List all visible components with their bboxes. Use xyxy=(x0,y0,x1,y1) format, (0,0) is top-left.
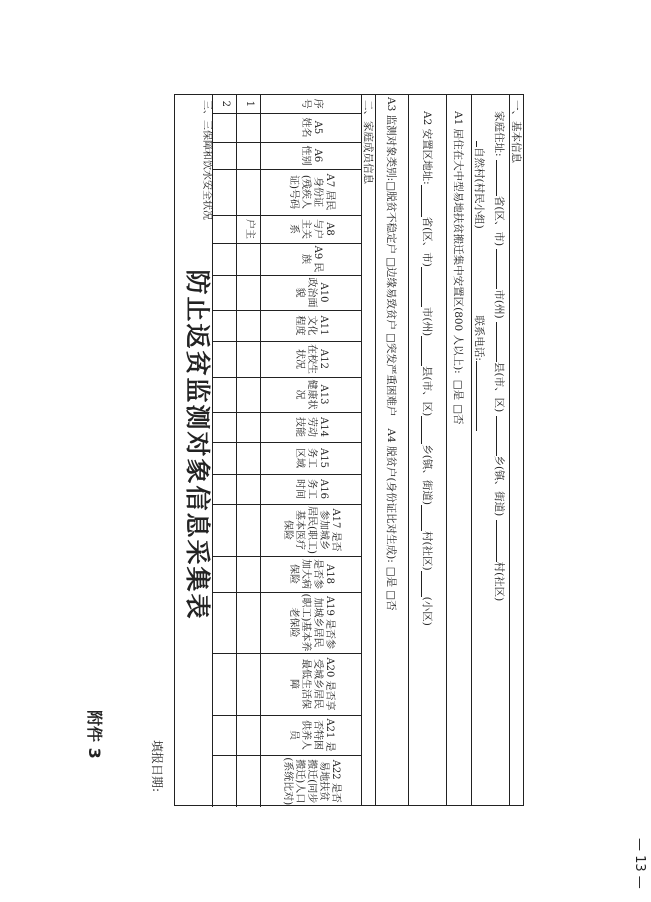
row-relation[interactable] xyxy=(213,215,237,243)
a2-district: (小区) xyxy=(421,596,433,626)
a2-row xyxy=(408,95,446,805)
page-number: — 13 — xyxy=(632,838,647,889)
home-county: 县(市、区) xyxy=(493,361,506,413)
home-label: 家庭住址: xyxy=(493,111,506,157)
a1-yes-checkbox[interactable]: □是 xyxy=(452,379,465,401)
header-a22: A22 是否易地扶贫搬迁(同步搬迁)人口(系统比对) xyxy=(261,755,361,807)
home-phone-label: 联系电话: xyxy=(473,315,486,361)
header-a14: A14 劳动技能 xyxy=(261,412,361,442)
header-a6: A6 性别 xyxy=(261,142,361,169)
collection-form xyxy=(174,94,524,806)
table-row xyxy=(213,95,237,807)
home-address-row xyxy=(471,95,509,805)
a1-label: A1 居住在大中型易地扶贫搬迁集中安置区(800 人以上): xyxy=(452,111,465,374)
a4-label: A4 脱贫户(身份证比对生成): xyxy=(385,428,398,563)
header-a17: A17 是否参加城乡居民(职工)基本医疗保险 xyxy=(261,504,361,556)
form-title: 防止返贫监测对象信息采集表 xyxy=(183,269,212,621)
header-no: 序号 xyxy=(261,95,361,113)
home-village: 村(社区) xyxy=(493,561,506,602)
a2-city: 市(州) xyxy=(421,306,433,337)
header-a15: A15 务工区域 xyxy=(261,442,361,474)
header-a20: A20 是否享受城乡居民最低生活保障 xyxy=(261,653,361,715)
header-a16: A16 务工时间 xyxy=(261,474,361,504)
header-a9: A9 民族 xyxy=(261,243,361,275)
a1-no-checkbox[interactable]: □否 xyxy=(452,404,465,425)
header-a10: A10 政治面貌 xyxy=(261,275,361,310)
header-a11: A11 文化程度 xyxy=(261,310,361,341)
a4-yes-checkbox[interactable]: □是 xyxy=(385,566,398,588)
header-a13: A13 健康状况 xyxy=(261,377,361,412)
header-a18: A18 是否参加大病保险 xyxy=(261,556,361,592)
section3-title: 三、三保障和饮水安全状况 xyxy=(175,95,213,807)
a3-option-unstable[interactable]: □脱贫不稳定户 xyxy=(385,181,398,255)
home-group: 自然村(村民小组) xyxy=(473,147,486,229)
a2-province: 省(区、市) xyxy=(421,216,433,267)
a1-row xyxy=(446,95,471,805)
annex-label: 附件 3 xyxy=(85,710,104,759)
a3-label: A3 监测对象类别: xyxy=(385,97,398,182)
home-province: 省(区、市) xyxy=(493,195,506,247)
a2-label: A2 安置区地址: xyxy=(421,111,433,185)
family-members-table xyxy=(175,95,361,807)
section1-title-row xyxy=(509,95,523,805)
a2-county: 县(市、区) xyxy=(421,366,433,417)
header-a12: A12 在校生状况 xyxy=(261,341,361,377)
header-a19: A19 是否参加城乡居民(职工)基本养老保险 xyxy=(261,592,361,653)
a4-no-checkbox[interactable]: □否 xyxy=(385,590,398,611)
a3-option-edge[interactable]: □边缘易致贫户 xyxy=(385,257,398,330)
header-a5: A5 姓名 xyxy=(261,113,361,142)
home-city: 市(州) xyxy=(493,289,506,319)
a2-town: 乡(镇、街道) xyxy=(421,444,433,505)
a3-option-sudden[interactable]: □突发严重困难户 xyxy=(385,332,398,417)
section2-title-row xyxy=(361,95,375,805)
row-relation[interactable]: 户主 xyxy=(237,215,261,243)
section3-title-row xyxy=(175,95,213,807)
section2-title: 二、家庭成员信息 xyxy=(362,100,374,184)
fill-date xyxy=(149,740,166,872)
row-no: 1 xyxy=(237,95,261,113)
header-a8: A8 与户主关系 xyxy=(261,215,361,243)
header-a21: A21 是否特困供养人员 xyxy=(261,715,361,755)
row-no: 2 xyxy=(213,95,237,113)
table-header-row xyxy=(261,95,361,807)
header-a7: A7 居民身份证(残疾人证)号码 xyxy=(261,169,361,215)
section1-title: 一、基本信息 xyxy=(510,100,522,163)
a3-a4-row xyxy=(375,95,408,805)
a2-village: 村(社区) xyxy=(421,530,433,571)
fill-date-label: 填报日期: xyxy=(150,740,164,793)
table-row xyxy=(237,95,261,807)
home-town: 乡(镇、街道) xyxy=(493,455,506,517)
